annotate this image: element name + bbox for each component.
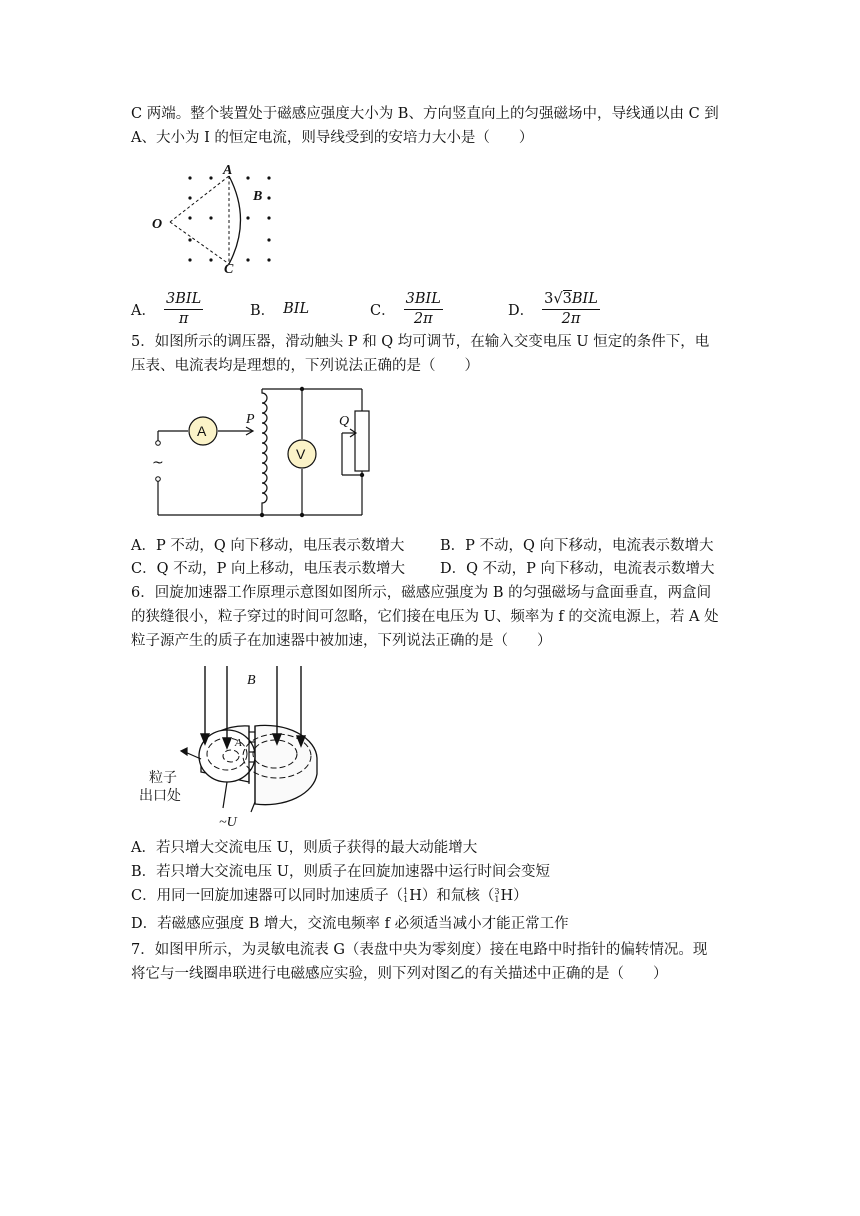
q6-option-c-text-1: C．用同一回旋加速器可以同时加速质子（ (131, 888, 404, 904)
q4-option-c-num: 3BIL (404, 291, 443, 310)
q5-option-a[interactable]: A．P 不动，Q 向下移动，电压表示数增大 (131, 538, 405, 554)
q6-option-c[interactable] (131, 886, 528, 906)
q4-option-d-label: D． (508, 302, 535, 319)
q7-text-line-2: 将它与一线圈串联进行电磁感应实验，则下列对图乙的有关描述中正确的是（ ） (131, 966, 668, 982)
q6-cyclotron-figure (135, 662, 350, 830)
q4-label-c: C (224, 262, 234, 275)
q4-text-line-1: C 两端。整个装置处于磁感应强度大小为 B、方向竖直向上的匀强磁场中，导线通以由 C 到 (131, 106, 719, 122)
q5-transformer-circuit (150, 385, 375, 525)
q6-option-c-text-2: ）和氚核（ (421, 888, 495, 904)
q4-option-b-label: B． (250, 302, 276, 319)
q6-iso2-symbol: H (500, 888, 514, 904)
q4-option-a-num: 3BIL (164, 291, 203, 310)
q6-triton-isotope (494, 888, 499, 904)
q5-voltmeter-label: V (296, 446, 306, 462)
q4-option-d-den: 2π (561, 310, 581, 327)
q4-label-o: O (152, 217, 163, 232)
q6-text-line-3: 粒子源产生的质子在加速器中被加速，下列说法正确的是（ ） (131, 633, 552, 649)
q4-option-d-num: 3√3BIL (542, 291, 600, 310)
q6-iso2-mass: 3 (494, 887, 500, 896)
q6-iso1-mass: 1 (403, 887, 409, 896)
q5-option-d[interactable]: D．Q 不动，P 向下移动，电流表示数增大 (440, 561, 715, 577)
q4-option-d-fraction (542, 291, 600, 328)
q4-option-c-fraction (404, 291, 443, 328)
q4-option-b[interactable] (250, 286, 309, 332)
q5-text-line-2: 压表、电流表均是理想的，下列说法正确的是（ ） (131, 358, 479, 374)
q6-option-b[interactable]: B．若只增大交流电压 U，则质子在回旋加速器中运行时间会变短 (131, 864, 550, 880)
q5-text-line-1: 5．如图所示的调压器，滑动触头 P 和 Q 均可调节，在输入交变电压 U 恒定的条件下，电 (131, 334, 710, 350)
q4-option-c-label: C． (370, 302, 396, 319)
q4-option-a-den: π (178, 310, 189, 327)
q5-option-b[interactable]: B．P 不动，Q 向下移动，电流表示数增大 (440, 538, 714, 554)
q6-option-c-text-3: ） (513, 888, 528, 904)
q6-label-a: A (235, 737, 242, 749)
q4-option-a-fraction (164, 291, 203, 328)
q4-option-d-root: 3 (562, 290, 572, 307)
q4-label-a: A (223, 163, 233, 178)
q4-option-d-coef: 3 (544, 290, 554, 307)
q6-iso1-symbol: H (409, 888, 422, 904)
q6-text-line-1: 6．回旋加速器工作原理示意图如图所示，磁感应强度为 B 的匀强磁场与盒面垂直，两盒间 (131, 585, 712, 601)
q6-label-u: ~U (219, 815, 237, 830)
q6-exit-label-2: 出口处 (139, 788, 181, 804)
q4-sector-figure (150, 160, 280, 275)
q4-text-line-2: A、大小为 I 的恒定电流，则导线受到的安培力大小是（ ） (131, 130, 534, 146)
q5-ammeter-label: A (197, 423, 207, 439)
q6-proton-isotope (403, 888, 408, 904)
q6-option-a[interactable]: A．若只增大交流电压 U，则质子获得的最大动能增大 (131, 840, 478, 856)
q6-text-line-2: 的狭缝很小，粒子穿过的时间可忽略，它们接在电压为 U、频率为 f 的交流电源上，若 A 处 (131, 609, 719, 625)
q4-option-a-label: A． (131, 302, 156, 319)
q5-ac-symbol: ~ (152, 455, 164, 471)
q6-iso2-charge: 1 (494, 895, 500, 904)
q6-option-d[interactable]: D．若磁感应强度 B 增大，交流电频率 f 必须适当减小才能正常工作 (131, 916, 569, 932)
q6-label-b: B (247, 673, 256, 688)
q5-label-p: P (246, 412, 255, 427)
q4-option-a[interactable] (131, 286, 203, 332)
q4-option-b-value: BIL (283, 301, 310, 317)
q4-label-b: B (253, 189, 263, 204)
q5-label-q: Q (339, 414, 350, 429)
q4-option-c[interactable] (370, 286, 443, 332)
q4-option-d[interactable] (508, 286, 600, 332)
q4-option-c-den: 2π (413, 310, 433, 327)
q6-iso1-charge: 1 (403, 895, 409, 904)
q7-text-line-1: 7．如图甲所示，为灵敏电流表 G（表盘中央为零刻度）接在电路中时指针的偏转情况。现 (131, 942, 708, 958)
q4-option-d-rest: BIL (571, 290, 598, 307)
q5-option-c[interactable]: C．Q 不动，P 向上移动，电压表示数增大 (131, 561, 405, 577)
q6-exit-label-1: 粒子 (149, 770, 177, 786)
